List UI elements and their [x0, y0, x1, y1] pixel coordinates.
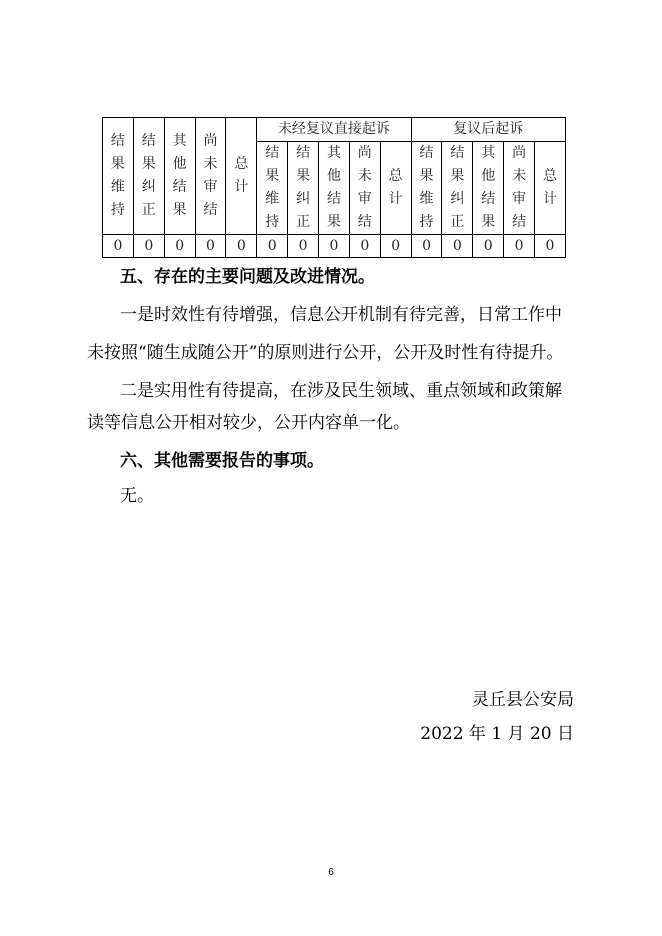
- table-cell: 0: [535, 235, 566, 258]
- litigation-stats-table: [102, 117, 566, 258]
- signature-date: 2022 年 1 月 20 日: [420, 724, 574, 744]
- signature-organization: 灵丘县公安局: [472, 690, 574, 710]
- section5-paragraph1-line1: 一是时效性有待增强，信息公开机制有待完善，日常工作中: [120, 305, 562, 325]
- table-cell: 0: [195, 235, 226, 258]
- table-cell: 0: [319, 235, 350, 258]
- col-header-pending: 尚 未 审 结: [195, 118, 226, 235]
- table-cell: 0: [288, 235, 319, 258]
- review-col-pending: 尚 未 审 结: [504, 142, 535, 235]
- table-cell: 0: [411, 235, 442, 258]
- table-row: [103, 235, 566, 258]
- col-header-other-result: 其 他 结 果: [164, 118, 195, 235]
- table-cell: 0: [133, 235, 164, 258]
- page-number: 6: [328, 867, 334, 878]
- table-cell: 0: [380, 235, 411, 258]
- group-header-direct-lawsuit: 未经复议直接起诉: [257, 118, 411, 142]
- direct-col-other-result: 其 他 结 果: [319, 142, 350, 235]
- col-header-result-upheld: 结 果 维 持: [103, 118, 134, 235]
- table-header-row: [103, 118, 566, 142]
- table-cell: 0: [442, 235, 473, 258]
- table-cell: 0: [349, 235, 380, 258]
- review-col-total: 总 计: [535, 142, 566, 235]
- section6-content: 无。: [120, 486, 154, 506]
- table-cell: 0: [103, 235, 134, 258]
- section6-heading: 六、其他需要报告的事项。: [120, 451, 324, 471]
- review-col-result-upheld: 结 果 维 持: [411, 142, 442, 235]
- review-col-result-corrected: 结 果 纠 正: [442, 142, 473, 235]
- group-header-after-review-lawsuit: 复议后起诉: [411, 118, 565, 142]
- direct-col-pending: 尚 未 审 结: [349, 142, 380, 235]
- table-cell: 0: [164, 235, 195, 258]
- table-cell: 0: [226, 235, 257, 258]
- section5-paragraph1-line2: 未按照“随生成随公开”的原则进行公开，公开及时性有待提升。: [87, 343, 564, 363]
- col-header-total: 总 计: [226, 118, 257, 235]
- direct-col-total: 总 计: [380, 142, 411, 235]
- section5-paragraph2-line1: 二是实用性有待提高，在涉及民生领域、重点领域和政策解: [120, 381, 562, 401]
- table-cell: 0: [473, 235, 504, 258]
- section5-heading: 五、存在的主要问题及改进情况。: [120, 267, 375, 287]
- direct-col-result-upheld: 结 果 维 持: [257, 142, 288, 235]
- section5-paragraph2-line2: 读等信息公开相对较少，公开内容单一化。: [87, 413, 410, 433]
- table-cell: 0: [257, 235, 288, 258]
- review-col-other-result: 其 他 结 果: [473, 142, 504, 235]
- direct-col-result-corrected: 结 果 纠 正: [288, 142, 319, 235]
- table-cell: 0: [504, 235, 535, 258]
- col-header-result-corrected: 结 果 纠 正: [133, 118, 164, 235]
